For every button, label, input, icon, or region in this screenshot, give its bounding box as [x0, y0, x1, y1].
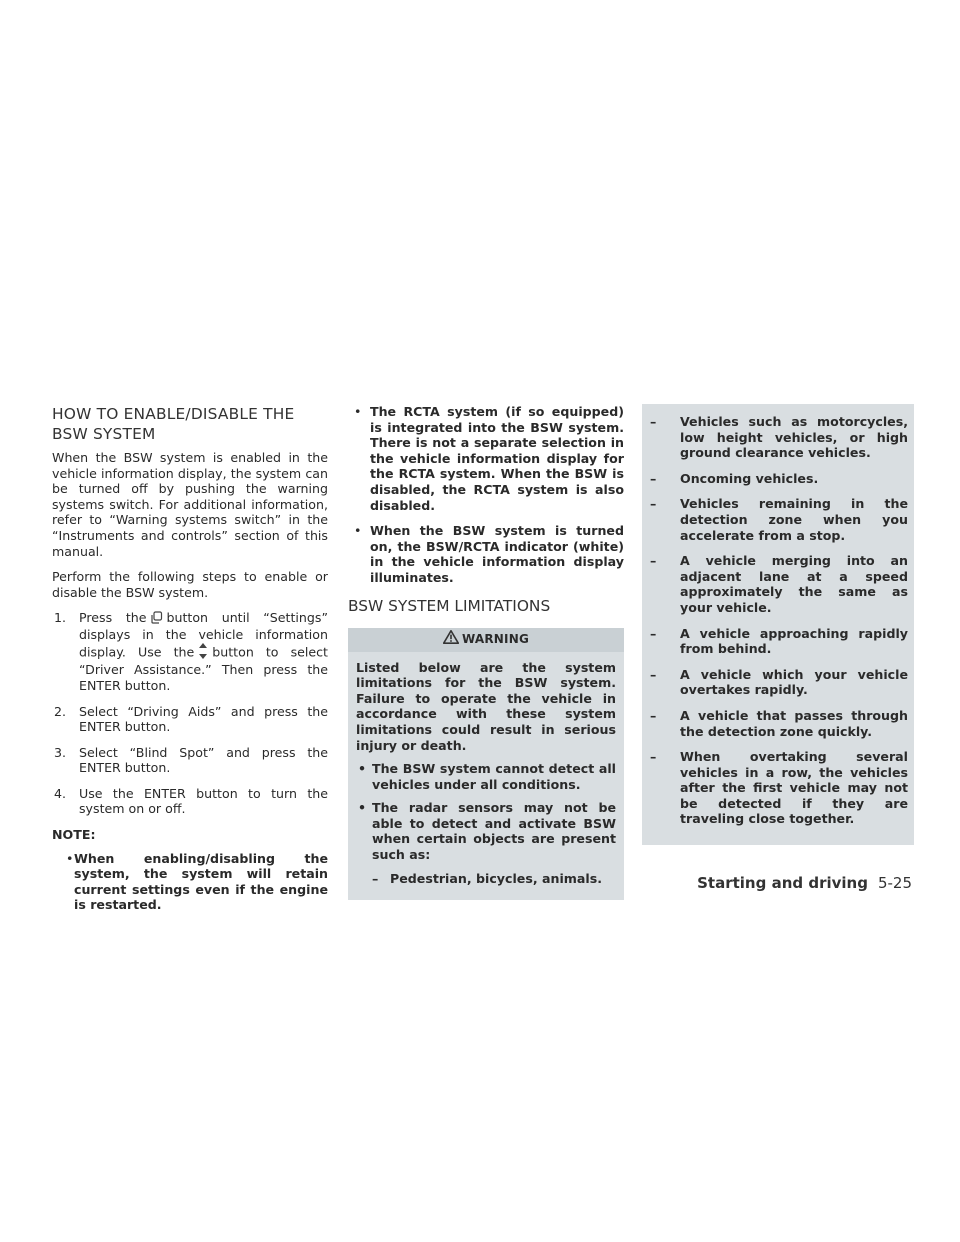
dash-marker: – — [650, 414, 657, 429]
step-2: 2. Select “Driving Aids” and press the ENTER button. — [54, 703, 328, 735]
limitation-item: – A vehicle that passes through the detection zone quickly. — [650, 707, 908, 739]
dash-marker: – — [650, 553, 657, 569]
bullet-dot: • — [354, 523, 362, 539]
menu-button-icon — [151, 611, 163, 628]
section-heading-enable-disable: HOW TO ENABLE/DISABLE THE BSW SYSTEM — [52, 405, 295, 443]
warning-header — [348, 628, 624, 652]
page-footer — [697, 876, 912, 892]
indicator-bullet: • When the BSW system is turned on, the BSW/RCTA indicator (white) in the vehicle information display illuminates. — [354, 523, 624, 585]
right-column — [642, 404, 914, 845]
limitation-item: – When overtaking several vehicles in a row, the vehicles after the first vehicle may not be detected if they are traveling close together. — [650, 749, 908, 827]
dash-marker: – — [650, 470, 657, 486]
limitations-continued-box — [642, 404, 914, 845]
warning-body — [348, 652, 624, 901]
limitation-item: – Oncoming vehicles. — [650, 470, 819, 486]
page-number: 5-25 — [877, 874, 912, 892]
limitation-item: – Vehicles such as motorcycles, low height vehicles, or high ground clearance vehicles. — [650, 414, 908, 461]
middle-column — [348, 404, 624, 900]
warning-bullet-radar: • The radar sensors may not be able to detect and activate BSW when certain objects are present such as: — [358, 800, 616, 863]
warning-box — [348, 628, 624, 901]
warning-triangle-icon — [443, 630, 459, 649]
intro-paragraph: When the BSW system is enabled in the vehicle information display, the system can be turned off by pushing the warning systems switch. For additional information, refer to “Warning systems switch” in the “Instruments and controls” section of this manual. — [52, 450, 328, 559]
step-1: 1. Press the button until “Settings” displays in the vehicle information display. Use the button to select “Driver Assistance.” Then press the ENTER button. — [54, 610, 328, 693]
note-bullet: • When enabling/disabling the system, the system will retain current settings even if the engine is restarted. — [66, 850, 328, 913]
limitation-item: – A vehicle approaching rapidly from behind. — [650, 625, 908, 657]
step-3: 3. Select “Blind Spot” and press the ENTER button. — [54, 744, 328, 776]
footer-section-title: Starting and driving — [697, 874, 868, 892]
dash-marker: – — [650, 707, 657, 723]
bullet-dot: • — [354, 404, 362, 419]
note-label: NOTE: — [52, 827, 96, 843]
bullet-dot: • — [358, 761, 367, 777]
warning-intro: Listed below are the system limitations for the BSW system. Failure to operate the vehicle in accordance with these system limitations could result in serious injury or death. — [356, 659, 616, 753]
dash-marker: – — [650, 666, 657, 682]
warning-sub-item: – Pedestrian, bicycles, animals. — [372, 870, 602, 886]
bullet-dot: • — [66, 850, 74, 866]
warning-bullet-detect: • The BSW system cannot detect all vehicles under all conditions. — [358, 761, 616, 792]
dash-marker: – — [372, 870, 379, 886]
limitation-item: – Vehicles remaining in the detection zone when you accelerate from a stop. — [650, 496, 908, 543]
left-column — [52, 404, 328, 923]
rcta-bullet: • The RCTA system (if so equipped) is integrated into the BSW system. There is not a separate selection in the vehicle information display for the RCTA system. When the BSW is disabled, the RCTA system is also disabled. — [354, 404, 624, 513]
step-4: 4. Use the ENTER button to turn the system on or off. — [54, 785, 328, 817]
section-heading-limitations: BSW SYSTEM LIMITATIONS — [348, 596, 551, 615]
warning-title: WARNING — [461, 631, 530, 646]
limitation-item: – A vehicle which your vehicle overtakes rapidly. — [650, 666, 908, 698]
up-down-arrows-icon — [198, 643, 208, 663]
steps-intro-paragraph: Perform the following steps to enable or disable the BSW system. — [52, 569, 328, 600]
limitation-item: – A vehicle merging into an adjacent lane at a speed approximately the same as your vehicle. — [650, 553, 908, 615]
steps-list — [52, 610, 328, 817]
dash-marker: – — [650, 625, 657, 641]
dash-marker: – — [650, 749, 657, 765]
bullet-dot: • — [358, 800, 367, 816]
dash-marker: – — [650, 496, 657, 512]
